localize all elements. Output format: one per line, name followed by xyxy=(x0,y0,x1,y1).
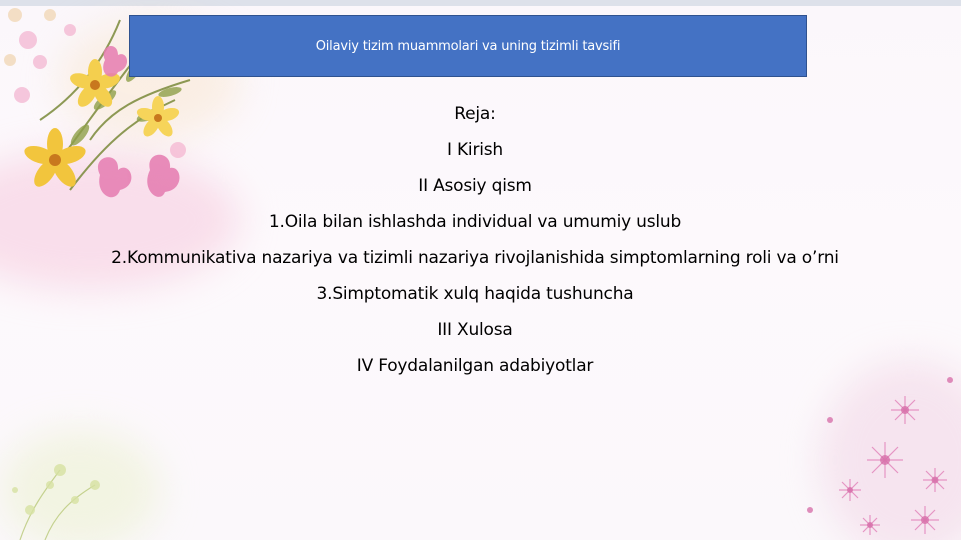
plan-item-conclusion: III Xulosa xyxy=(437,320,513,340)
slide-title-box xyxy=(129,15,807,77)
plan-item-introduction: I Kirish xyxy=(446,140,504,160)
plan-item-3: 3.Simptomatik xulq haqida tushuncha xyxy=(316,284,634,304)
plan-item-2: 2.Kommunikativa nazariya va tizimli nazariya rivojlanishida simptomlarning roli va o’rni xyxy=(111,248,839,268)
green-sprig-decoration-icon xyxy=(0,440,130,540)
plan-heading: Reja: xyxy=(454,104,496,124)
plan-item-references: IV Foydalanilgan adabiyotlar xyxy=(356,356,594,376)
plan-item-1: 1.Oila bilan ishlashda individual va umumiy uslub xyxy=(268,212,682,232)
slide-title: Oilaviy tizim muammolari va uning tizimli tavsifi xyxy=(315,38,621,54)
plan-item-main-part: II Asosiy qism xyxy=(418,176,532,196)
plan-list xyxy=(70,103,880,391)
